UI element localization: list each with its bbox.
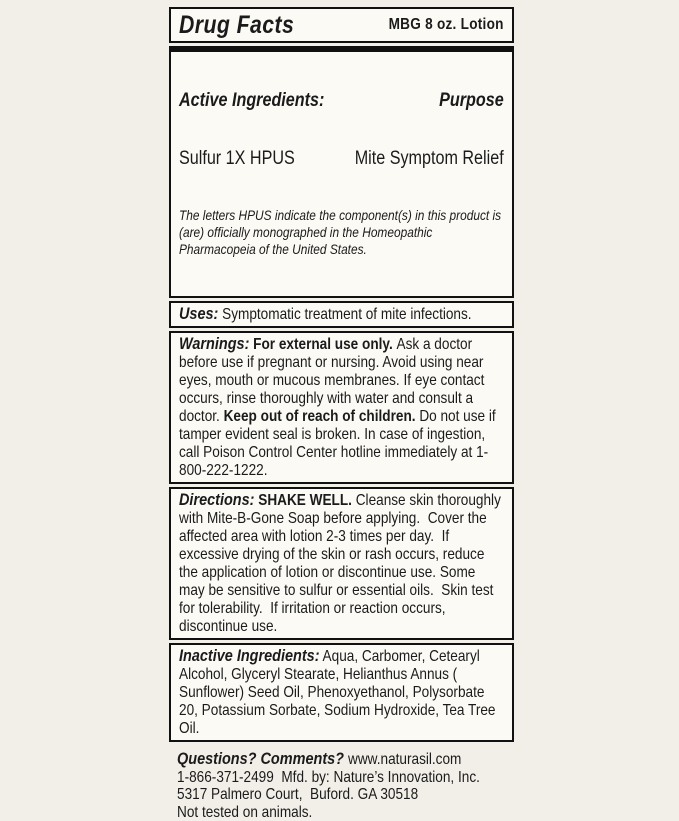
address-line: 5317 Palmero Court, Buford. GA 30518 bbox=[177, 786, 502, 804]
drug-facts-title: Drug Facts bbox=[179, 11, 294, 39]
website-text: www.naturasil.com bbox=[348, 751, 461, 768]
warnings-content bbox=[179, 335, 504, 480]
footer-content bbox=[177, 750, 502, 821]
drug-facts-label bbox=[169, 7, 514, 821]
drug-facts-header bbox=[169, 7, 514, 43]
drug-facts-header-row bbox=[179, 11, 504, 39]
warnings-children-text: Keep out of reach of children. bbox=[224, 408, 420, 425]
purpose-label: Purpose bbox=[439, 90, 504, 112]
active-ingredient-row bbox=[179, 148, 504, 170]
directions-section bbox=[169, 487, 514, 640]
warnings-body-text: Ask a doctor before use if pregnant or nursing. Avoid using near eyes, mouth or mucous membranes. If eye contact occurs, rinse thoroughly with water and consult a doctor. bbox=[179, 336, 488, 425]
purpose-value: Mite Symptom Relief bbox=[355, 148, 504, 170]
footer-questions-line bbox=[177, 750, 502, 769]
inactive-ingredients-content bbox=[179, 647, 504, 738]
hpus-note: The letters HPUS indicate the component(s) in this product is (are) officially monographed in the Homeopathic Pharmacopeia of the United States. bbox=[179, 207, 504, 258]
inactive-ingredients-text: Aqua, Carbomer, Cetearyl Alcohol, Glyceryl Stearate, Helianthus Annus ( Sunflower) Seed Oil, Phenoxyethanol, Polysorbate 20, Potassium Sorbate, Sodium Hydroxide, Tea Tree Oil. bbox=[179, 648, 499, 737]
questions-comments-label: Questions? Comments? bbox=[177, 749, 348, 768]
manufacturer-line: 1-866-371-2499 Mfd. by: Nature’s Innovation, Inc. bbox=[177, 769, 502, 787]
uses-content bbox=[179, 305, 504, 324]
inactive-ingredients-section bbox=[169, 643, 514, 742]
directions-shake-well-text: SHAKE WELL. bbox=[254, 492, 355, 509]
active-ingredients-label: Active Ingredients: bbox=[179, 90, 324, 112]
uses-label: Uses: bbox=[179, 304, 218, 323]
warnings-tamper-text: Do not use if tamper evident seal is broken. In case of ingestion, call Poison Control Center hotline immediately at 1-800-222-1222. bbox=[179, 408, 499, 479]
warnings-section bbox=[169, 331, 514, 484]
inactive-ingredients-label: Inactive Ingredients: bbox=[179, 646, 320, 665]
warnings-external-use-text: For external use only. bbox=[249, 336, 396, 353]
animal-testing-line: Not tested on animals. bbox=[177, 804, 502, 821]
product-size-text: MBG 8 oz. Lotion bbox=[389, 16, 504, 34]
active-ingredient-value: Sulfur 1X HPUS bbox=[179, 148, 295, 170]
uses-section bbox=[169, 301, 514, 328]
directions-content bbox=[179, 491, 504, 636]
active-ingredients-header-row bbox=[179, 90, 504, 112]
active-ingredients-content bbox=[179, 54, 504, 294]
uses-text: Symptomatic treatment of mite infections. bbox=[218, 306, 471, 323]
directions-label: Directions: bbox=[179, 490, 254, 509]
warnings-label: Warnings: bbox=[179, 334, 249, 353]
footer bbox=[169, 750, 514, 821]
active-ingredients-section bbox=[169, 46, 514, 298]
directions-body-text: Cleanse skin thoroughly with Mite-B-Gone Soap before applying. Cover the affected area with lotion 2-3 times per day. If excessive drying of the skin or rash occurs, reduce the application of lotion or discontinue use. Some may be sensitive to sulfur or essential oils. Skin test for tolerability. If irritation or reaction occurs, discontinue use. bbox=[179, 492, 505, 635]
